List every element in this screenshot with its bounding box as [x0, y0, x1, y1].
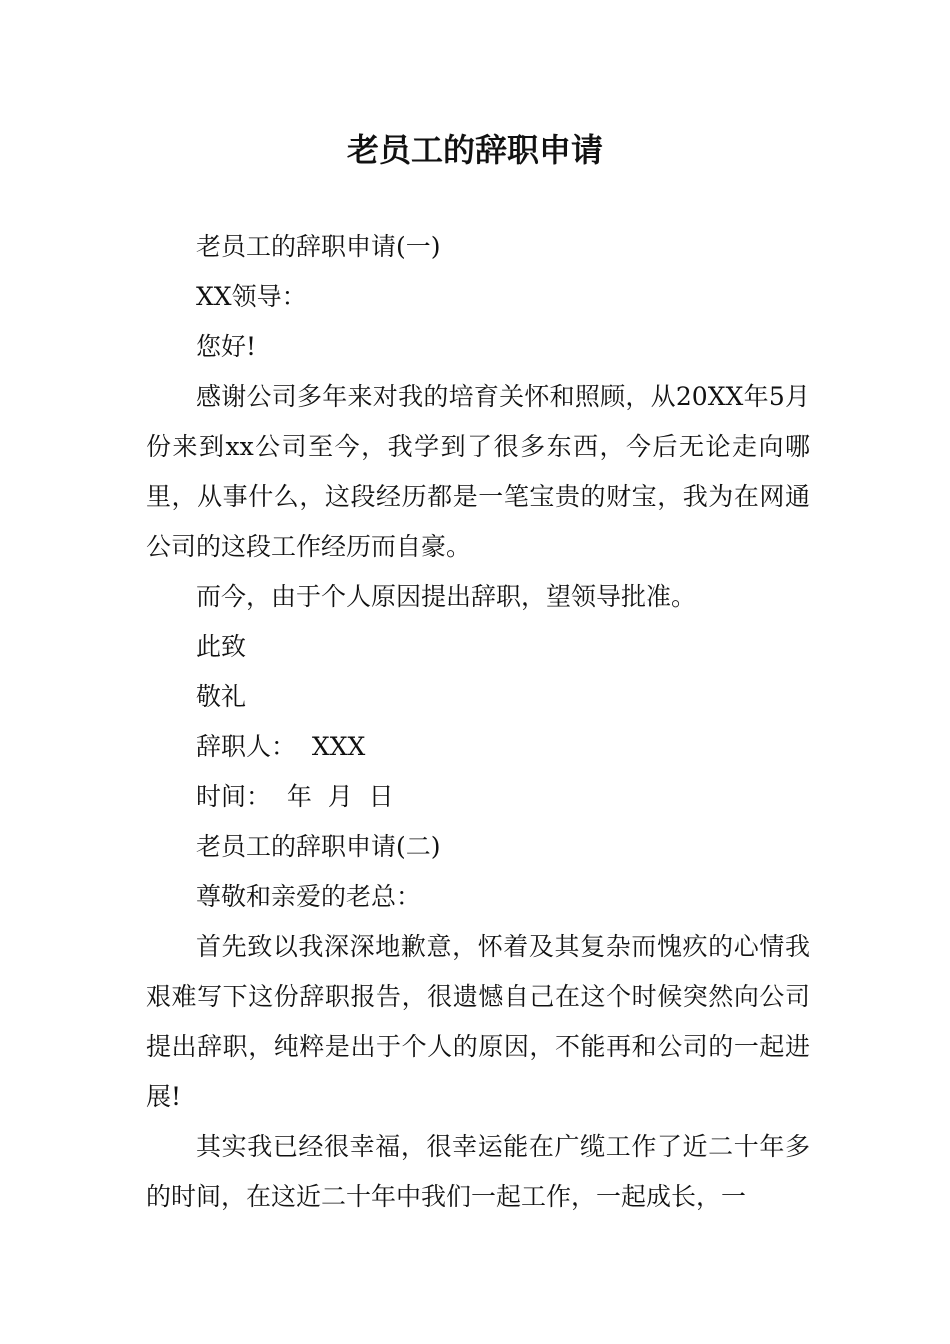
greeting: 您好! [196, 332, 257, 361]
document-title: 老员工的辞职申请 [346, 131, 603, 169]
body-paragraph: 首先致以我深深地歉意，怀着及其复杂而愧疚的心情我艰难写下这份辞职报告，很遗憾自己在这个时候突然向公司提出辞职，纯粹是出于个人的原因，不能再和公司的一起进展! [146, 932, 810, 1111]
section-heading-2: 老员工的辞职申请(二) [196, 832, 441, 861]
body-paragraph: 而今，由于个人原因提出辞职，望领导批准。 [196, 582, 697, 611]
salutation: XX领导： [196, 282, 307, 311]
closing-line: 此致 [196, 632, 247, 661]
document-body [146, 222, 810, 1222]
body-paragraph: 感谢公司多年来对我的培育关怀和照顾，从20XX年5月份来到xx公司至今，我学到了很多东西，今后无论走向哪里，从事什么，这段经历都是一笔宝贵的财宝，我为在网通公司的这段工作经历而自豪。 [146, 382, 810, 561]
signatory-line: 辞职人： XXX [196, 732, 366, 761]
body-paragraph: 其实我已经很幸福，很幸运能在广缆工作了近二十年多的时间，在这近二十年中我们一起工作，一起成长，一 [146, 1132, 810, 1211]
date-line: 时间： 年 月 日 [196, 782, 394, 811]
salutation: 尊敬和亲爱的老总： [196, 882, 422, 911]
section-heading-1: 老员工的辞职申请(一) [196, 232, 441, 261]
closing-line: 敬礼 [196, 682, 247, 711]
